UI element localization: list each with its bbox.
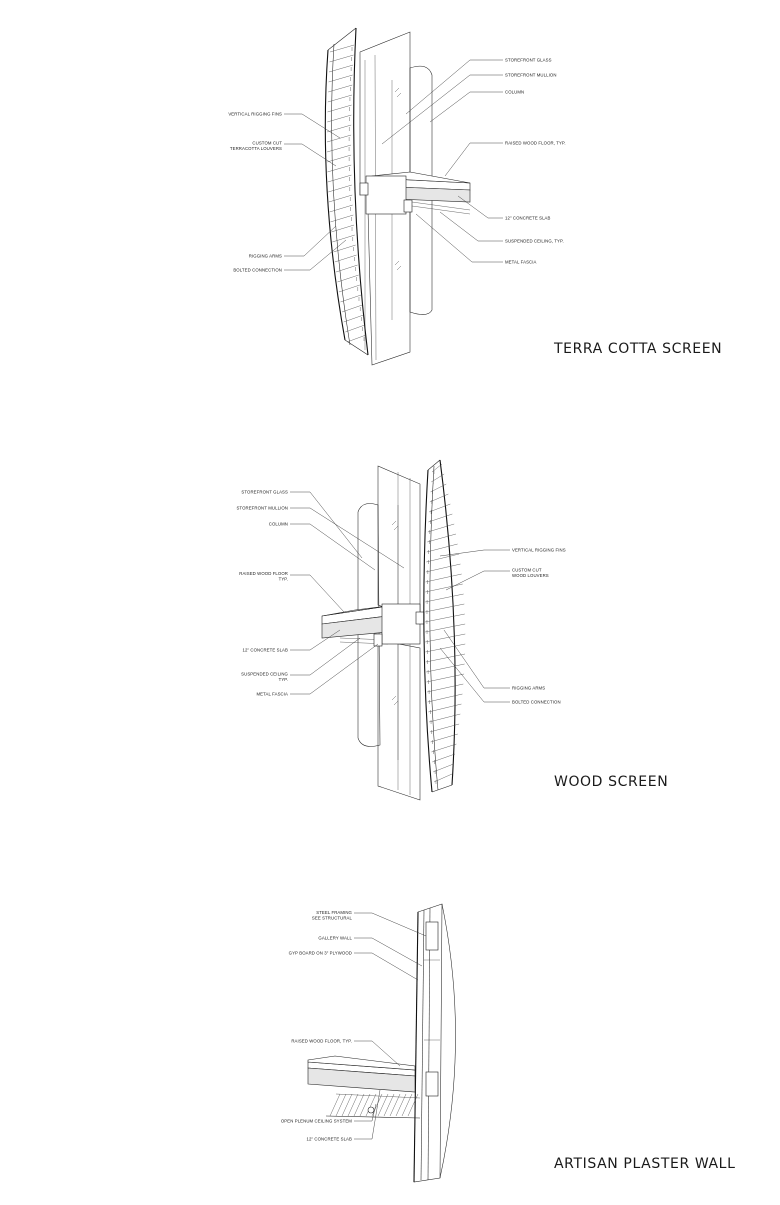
louver-line — [425, 644, 465, 652]
louver-line — [327, 115, 351, 122]
label-gyp-board: GYP BOARD ON 3" PLYWOOD — [288, 950, 352, 956]
label-gallery-wall: GALLERY WALL — [318, 935, 352, 941]
label-rigging-arms: RIGGING ARMS — [248, 253, 282, 259]
louver-line — [425, 614, 465, 622]
louver-line — [328, 95, 352, 102]
plenum-slat — [336, 1094, 346, 1116]
louver-line — [342, 305, 362, 312]
louver-line — [328, 185, 352, 192]
louver-line — [329, 195, 352, 202]
artisan-plaster-wall-detail — [281, 904, 736, 1182]
label-raised-wood-floor-typ: TYP. — [278, 576, 288, 582]
louver-line — [426, 654, 465, 662]
louver-line — [335, 255, 357, 262]
label-column: COLUMN — [505, 89, 525, 95]
label-metal-fascia-2: METAL FASCIA — [256, 691, 288, 697]
label-storefront-mullion-2: STOREFRONT MULLION — [236, 505, 288, 511]
louver-line — [425, 604, 464, 612]
slab-drawing-2 — [322, 604, 424, 646]
label-column-2: COLUMN — [268, 521, 288, 527]
label-terracotta-louvers: TERRACOTTA LOUVERS — [229, 146, 282, 151]
plenum-rail — [336, 1094, 420, 1098]
louver-line — [426, 564, 461, 572]
plenum-slat — [372, 1094, 382, 1116]
wood-louver-screen — [424, 460, 465, 792]
louver-line — [340, 295, 361, 302]
plenum-slat — [354, 1094, 364, 1116]
louver-line — [333, 245, 355, 252]
louver-line — [427, 684, 463, 692]
label-storefront-mullion: STOREFRONT MULLION — [505, 72, 557, 78]
label-concrete-slab: 12" CONCRETE SLAB — [505, 215, 551, 221]
louver-line — [425, 594, 464, 602]
louver-line — [432, 754, 455, 762]
louver-line — [331, 225, 354, 232]
label-bolted-connection-2: BOLTED CONNECTION — [512, 699, 561, 705]
label-storefront-glass-2: STOREFRONT GLASS — [241, 489, 288, 495]
plenum-slat — [360, 1094, 370, 1116]
louver-line — [428, 514, 452, 522]
louver-line — [330, 215, 353, 222]
louver-line — [328, 175, 352, 182]
louver-line — [327, 125, 351, 132]
slab-drawing — [360, 172, 470, 214]
label-suspended-ceiling-2: SUSPENDED CEILING — [241, 671, 288, 677]
plenum-slat — [378, 1094, 388, 1116]
louver-line — [345, 325, 364, 332]
label-concrete-slab-2: 12" CONCRETE SLAB — [242, 647, 288, 653]
plenum-slat — [384, 1094, 394, 1116]
title-terra-cotta-screen: TERRA COTTA SCREEN — [554, 341, 723, 357]
louver-line — [428, 694, 463, 702]
louver-line — [328, 85, 352, 92]
louver-line — [425, 624, 465, 632]
plenum-slat — [348, 1094, 358, 1116]
label-raised-wood-floor: RAISED WOOD FLOOR, TYP. — [505, 140, 566, 146]
plaster-wall-drawing — [414, 904, 456, 1182]
louver-line — [425, 584, 462, 592]
label-see-structural: SEE STRUCTURAL — [311, 915, 352, 921]
label-rigging-arms-2: RIGGING ARMS — [512, 685, 546, 691]
label-wood-louvers: WOOD LOUVERS — [512, 573, 549, 578]
louver-line — [330, 205, 353, 212]
louver-line — [344, 315, 364, 322]
louver-line — [429, 714, 460, 722]
slab-plenum-drawing — [308, 1056, 420, 1118]
label-suspended-ceiling-typ: TYP. — [278, 677, 288, 682]
plenum-slat — [390, 1094, 400, 1116]
label-concrete-slab-3: 12" CONCRETE SLAB — [306, 1136, 352, 1142]
label-open-plenum-ceiling: OPEN PLENUM CEILING SYSTEM — [280, 1118, 352, 1124]
louver-line — [428, 704, 461, 712]
label-custom-cut-2: CUSTOM CUT — [512, 567, 542, 573]
label-vertical-rigging-fins-2: VERTICAL RIGGING FINS — [512, 547, 566, 553]
louver-line — [431, 744, 456, 752]
title-wood-screen: WOOD SCREEN — [554, 774, 669, 790]
label-bolted-connection: BOLTED CONNECTION — [233, 267, 282, 273]
louver-line — [327, 145, 351, 152]
louver-line — [347, 335, 366, 342]
plenum-slat — [330, 1094, 340, 1116]
terra-cotta-screen-detail — [228, 28, 722, 365]
louver-line — [327, 135, 351, 142]
wood-screen-detail — [236, 460, 668, 800]
louver-line — [427, 674, 464, 682]
louver-line — [425, 634, 465, 642]
louver-line — [327, 165, 351, 172]
plenum-slat — [342, 1094, 352, 1116]
louver-line — [428, 524, 454, 532]
louver-line — [427, 544, 458, 552]
label-suspended-ceiling: SUSPENDED CEILING, TYP. — [505, 238, 564, 244]
label-custom-cut: CUSTOM CUT — [252, 140, 282, 146]
title-artisan-plaster-wall: ARTISAN PLASTER WALL — [554, 1156, 736, 1172]
label-raised-wood-floor-3: RAISED WOOD FLOOR, TYP. — [291, 1038, 352, 1044]
louver-line — [427, 534, 456, 542]
label-metal-fascia: METAL FASCIA — [505, 259, 537, 265]
label-raised-wood-floor-2: RAISED WOOD FLOOR — [239, 571, 288, 576]
louver-line — [426, 574, 462, 582]
label-vertical-rigging-fins: VERTICAL RIGGING FINS — [228, 111, 282, 117]
louver-line — [327, 105, 351, 112]
label-storefront-glass: STOREFRONT GLASS — [505, 57, 552, 63]
label-steel-framing: STEEL FRAMING — [316, 910, 352, 915]
louver-line — [327, 155, 351, 162]
louver-line — [332, 235, 354, 242]
louver-line — [426, 554, 459, 562]
